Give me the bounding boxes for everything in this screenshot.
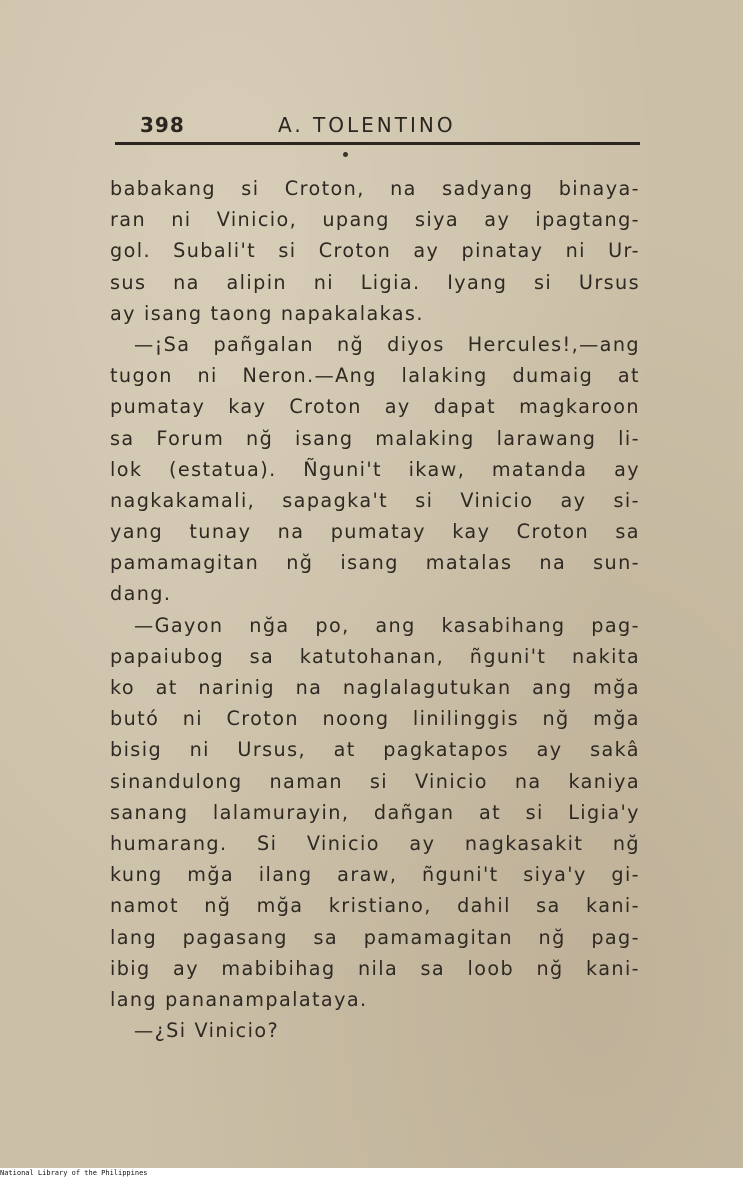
word: siya [415,208,460,232]
word: ikaw, [408,457,466,481]
word: nğ [542,707,570,731]
word: ay [614,457,640,481]
word: si [415,488,434,512]
word: mabibihag [221,956,336,980]
word: naglalagutukan [342,676,512,699]
word: kung [110,863,163,887]
text-line [110,734,640,765]
word: Ñguni't [303,457,382,481]
word: Ur- [608,239,640,263]
word: Croton [289,395,362,419]
word: (estatua). [168,457,277,481]
word: sakâ [590,738,640,762]
word: papaiubog [110,644,225,668]
word: isang [294,426,354,450]
word: kay [228,395,267,419]
word: pumatay [330,520,426,544]
word: noong [322,707,390,731]
text-line [110,298,640,329]
word: li- [618,426,640,450]
word: si [369,769,389,793]
word: pananampalataya. [165,987,368,1011]
word: nagkakamali, [110,488,256,512]
word: humarang. [110,831,228,855]
text-line [110,235,640,266]
text-line [110,267,640,298]
word: dañgan [373,800,455,824]
word: ay [560,488,587,512]
footer-credit: National Library of the Philippines [0,1169,148,1177]
word: sun- [593,551,640,575]
word: napakalakas. [280,301,424,325]
word: sa [313,925,339,949]
word: ibig [110,956,151,980]
word: bisig [110,738,163,762]
text-line [110,204,640,235]
word: pagasang [182,925,288,949]
word: ay [110,301,136,325]
word: na [277,520,305,544]
word: Vinicio? [194,1019,280,1043]
word: sa [110,426,135,450]
word: nğ [246,426,274,450]
word: butó [110,707,160,731]
word: sinandulong [110,769,243,793]
word: dang. [110,582,172,606]
text-line [110,641,640,672]
word: pag- [591,613,640,637]
word: ay [536,738,563,762]
word: lang [110,925,158,949]
word: na [173,270,200,294]
text-line [110,610,640,641]
word: isang [340,551,399,575]
word: ni [565,239,586,263]
word: mğa [256,894,304,918]
word: Croton [318,239,392,263]
word: —¡Sa [134,332,191,356]
word: at [333,738,356,762]
word: sadyang [442,177,534,200]
word: ay [409,831,436,855]
word: mğa [593,707,640,731]
word: dapat [433,395,497,419]
word: katutohanan, [299,644,445,668]
text-line [110,516,640,547]
word: dumaig [512,364,594,388]
text-line [110,360,640,391]
word: ilang [258,863,313,887]
word: Croton [226,707,299,731]
word: pañgalan [213,332,314,356]
word: Hercules!,—ang [467,332,640,356]
word: Vinicio [414,769,488,793]
word: pagkatapos [383,738,510,762]
body-text [110,173,640,1046]
text-line [110,547,640,578]
word: sanang [110,800,189,824]
word: Forum [156,426,225,450]
word: ay [413,239,440,263]
word: diyos [387,332,445,356]
text-line [110,1015,640,1046]
word: sus [110,270,147,294]
word: nğ [538,925,566,949]
word: ni [171,208,192,232]
word: taong [210,301,273,325]
word: nğa [249,613,290,637]
word: si [525,800,544,824]
word: nğ [612,831,640,855]
word: matalas [425,551,513,575]
word: kani- [586,956,640,980]
word: dahil [457,894,511,918]
word: sa [615,520,640,544]
word: pag- [591,925,640,949]
word: —Gayon [134,613,224,637]
text-line [110,953,640,984]
word: pamamagitan [363,925,513,949]
text-line [110,578,640,609]
word: na [514,769,542,793]
word: ipagtang- [535,208,640,232]
word: Ligia'y [568,800,640,824]
word: si [278,239,297,263]
word: nğ [204,894,232,918]
word: ay [173,956,199,980]
word: siya'y [523,863,587,887]
text-line [110,329,640,360]
word: nakita [571,644,640,668]
word: Subali't [173,239,257,263]
word: Vinicio [306,831,380,855]
word: sapagka't [282,488,389,512]
word: nğ [286,551,314,575]
word: po, [315,613,350,637]
page-header [140,113,640,143]
header-rule [115,142,640,145]
word: na [295,676,323,699]
word: ang [375,613,416,637]
word: gi- [611,863,640,887]
word: ko [110,676,135,699]
text-line [110,984,640,1015]
word: narinig [198,676,275,699]
word: loob [467,956,515,980]
word: malaking [375,426,475,450]
word: ni [182,707,203,731]
word: si- [613,488,640,512]
word: at [617,364,640,388]
word: naman [269,769,343,793]
word: lalaking [401,364,488,388]
word: kasabihang [441,613,566,637]
word: tugon [110,364,173,388]
word: si [534,270,553,294]
text-line [110,173,640,204]
word: —¿Si [134,1019,187,1043]
word: ñguni't [422,863,499,887]
word: larawang [496,426,597,450]
text-line [110,828,640,859]
word: mğa [593,676,640,699]
word: alipin [226,270,287,294]
word: kristiano, [328,894,432,918]
text-line [110,672,640,703]
word: ñguni't [469,644,547,668]
word: sa [536,894,561,918]
word: pinatay [461,239,544,263]
word: sa [249,644,275,668]
word: at [478,800,502,824]
word: Iyang [447,270,508,294]
word: Croton [516,520,590,544]
word: binaya- [558,177,640,200]
word: pamamagitan [110,551,260,575]
word: upang [322,208,390,232]
word: kani- [586,894,640,918]
running-head: A. TOLENTINO [278,113,456,137]
word: nagkasakit [464,831,584,855]
word: gol. [110,239,151,263]
word: ay [484,208,511,232]
word: Ligia. [360,270,421,294]
word: Ursus [578,270,640,294]
word: araw, [337,863,398,887]
text-line [110,391,640,422]
text-line [110,423,640,454]
word: nila [357,956,399,980]
text-line [110,922,640,953]
word: Si [257,831,278,855]
word: kay [452,520,491,544]
word: mğa [187,863,235,887]
text-line [110,454,640,485]
word: Ursus, [237,738,307,762]
word: tunay [189,520,252,544]
word: Croton, [284,177,365,200]
word: pumatay [110,395,206,419]
text-line [110,766,640,797]
word: nğ [536,956,564,980]
word: Vinicio [460,488,534,512]
word: Vinicio, [216,208,298,232]
word: ang [532,676,573,699]
word: lok [110,457,143,481]
word: ni [189,738,210,762]
rule-ornament-dot [343,152,348,157]
text-line [110,859,640,890]
word: ni [313,270,334,294]
word: magkaroon [519,395,640,419]
word: at [155,676,178,699]
word: matanda [491,457,588,481]
text-line [110,890,640,921]
word: ni [197,364,218,388]
word: nğ [336,332,365,356]
word: na [390,177,417,200]
word: lalamurayin, [212,800,350,824]
word: na [539,551,567,575]
word: linilinggis [412,707,519,731]
word: si [241,177,260,200]
text-line [110,485,640,516]
word: namot [110,894,179,918]
word: Neron.—Ang [242,364,377,388]
text-line [110,703,640,734]
text-line [110,797,640,828]
word: babakang [110,177,216,200]
word: isang [143,301,203,325]
word: yang [110,520,164,544]
word: lang [110,987,158,1011]
page-number: 398 [140,113,185,137]
word: kaniya [568,769,640,793]
word: ay [384,395,411,419]
word: ran [110,208,147,232]
word: sa [420,956,446,980]
